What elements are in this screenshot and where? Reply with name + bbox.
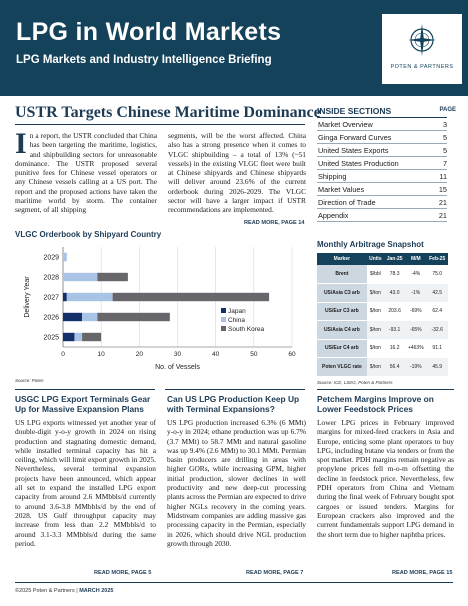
- legend-label: Japan: [228, 308, 246, 315]
- publisher-logo: [382, 14, 462, 84]
- x-tick-label: 60: [288, 351, 296, 358]
- inside-sections-title: INSIDE SECTIONS: [317, 106, 392, 116]
- inside-section-item[interactable]: [317, 118, 447, 131]
- inside-section-label: Market Overview: [318, 120, 373, 129]
- y-tick-label: 2029: [43, 254, 59, 262]
- inside-section-label: Ginga Forward Curves: [318, 133, 392, 142]
- footer-issue-date: MARCH 2025: [79, 588, 114, 594]
- arbitrage-cell-jan: 78.3: [384, 265, 405, 284]
- bar-china: [67, 293, 113, 301]
- x-tick-label: 50: [250, 351, 258, 358]
- publication-subtitle: LPG Markets and Industry Intelligence Briefing: [16, 54, 272, 66]
- legend-label: China: [228, 317, 245, 324]
- arbitrage-column-header: Jan-25: [384, 253, 405, 265]
- arbitrage-cell-jan: 16.2: [384, 339, 405, 358]
- y-tick-label: 2028: [43, 274, 59, 282]
- article-1-rule: [15, 389, 155, 390]
- x-tick-label: 0: [61, 351, 65, 358]
- bar-south-korea: [113, 293, 269, 301]
- chart-source: Source: Poten: [15, 378, 44, 383]
- inside-section-label: United States Exports: [318, 146, 389, 155]
- arbitrage-cell-mm: -19%: [405, 358, 426, 377]
- arbitrage-cell-units: $/ton: [367, 284, 384, 303]
- bar-japan: [63, 313, 82, 321]
- headline-rule: [15, 124, 305, 125]
- y-tick-label: 2026: [43, 314, 59, 322]
- inside-sections-page-header: PAGE: [439, 107, 456, 113]
- lead-text-2: segments, will be the worst affected. China also has a strong presence when it comes to VLGC shipbuilding – a total of 13% (~51 vessels) in the existing VLGC fleet were built at Chinese shipyards and Chinese shipyards will deliver around 23.6% of the current orderbook during 2026-2029. The VLGC sector will have a larger impact if USTR recommendations are implemented.: [168, 131, 306, 215]
- drop-cap: I: [15, 127, 27, 160]
- inside-section-label: Market Values: [318, 185, 365, 194]
- arbitrage-column-header: M/M: [405, 253, 426, 265]
- article-2-headline: Can US LPG Production Keep Up with Terminal Expansions?: [167, 394, 300, 414]
- inside-section-label: Direction of Trade: [318, 198, 376, 207]
- article-2-rule: [165, 389, 305, 390]
- arbitrage-cell-marker: Brent: [317, 265, 367, 284]
- legend-swatch: [221, 308, 226, 313]
- bar-china: [63, 273, 97, 281]
- legend-swatch: [221, 317, 226, 322]
- bar-japan: [63, 293, 67, 301]
- arbitrage-cell-marker: Poten VLGC rate: [317, 358, 367, 377]
- arbitrage-cell-marker: US/Eur C3 arb: [317, 302, 367, 321]
- arbitrage-row: [317, 321, 448, 340]
- legend-swatch: [221, 326, 226, 331]
- arbitrage-column-header: Units: [367, 253, 384, 265]
- inside-section-page: 21: [438, 198, 447, 207]
- arbitrage-table: [317, 253, 448, 377]
- arbitrage-cell-feb: 62.4: [426, 302, 448, 321]
- x-tick-label: 30: [173, 351, 182, 358]
- masthead: [0, 0, 468, 96]
- publication-title: LPG in World Markets: [16, 18, 282, 46]
- article-1-body: US LPG exports witnessed yet another year of double-digit y-o-y growth in 2024 on rising production and stagnating domestic demand, while installed terminal capacity has hit a ceiling, which will limit export growth in 2025. Nevertheless, several terminal expansion projects have been announced, which appear all set to expand the installed LPG export capacity from around 2.6 MMbbls/d currently to around 3.6-3.8 MMbbls/d by the end of 2028. US Gulf throughput capacity may increase from less than 2.2 MMbbls/d to around 3.1-3.3 MMbbls/d during the same period.: [15, 418, 156, 548]
- orderbook-chart-svg: [15, 243, 305, 375]
- footer-copyright: ©2025 Poten & Partners: [15, 588, 75, 594]
- bar-japan: [63, 333, 74, 341]
- inside-section-page: 15: [438, 185, 447, 194]
- article-3-headline: Petchem Margins Improve on Lower Feedstock Prices: [317, 394, 434, 414]
- bar-south-korea: [97, 313, 170, 321]
- arbitrage-cell-jan: -93.1: [384, 321, 405, 340]
- inside-section-label: Appendix: [318, 211, 349, 220]
- orderbook-chart: [15, 243, 305, 375]
- inside-section-item[interactable]: [317, 196, 447, 209]
- arbitrage-cell-mm: -4%: [405, 265, 426, 284]
- bar-south-korea: [97, 273, 128, 281]
- bar-china: [82, 313, 97, 321]
- x-tick-label: 10: [97, 351, 105, 358]
- arbitrage-cell-feb: 45.9: [426, 358, 448, 377]
- arbitrage-cell-marker: US/Asia C4 arb: [317, 321, 367, 340]
- arbitrage-cell-feb: -32.6: [426, 321, 448, 340]
- arbitrage-cell-mm: -65%: [405, 321, 426, 340]
- arbitrage-cell-units: $/ton: [367, 358, 384, 377]
- inside-section-label: United States Production: [318, 159, 399, 168]
- arbitrage-header-row: [317, 253, 448, 265]
- inside-section-item[interactable]: [317, 157, 447, 170]
- article-3-rule: [317, 389, 454, 390]
- arbitrage-cell-jan: 56.4: [384, 358, 405, 377]
- inside-section-page: 11: [439, 172, 447, 181]
- y-axis-label: Delivery Year: [24, 276, 31, 318]
- x-axis-label: No. of Vessels: [155, 364, 200, 371]
- arbitrage-row: [317, 358, 448, 377]
- inside-section-item[interactable]: [317, 144, 447, 157]
- x-tick-label: 40: [212, 351, 220, 358]
- inside-section-page: 21: [438, 211, 447, 220]
- arbitrage-row: [317, 339, 448, 358]
- legend-label: South Korea: [228, 326, 265, 333]
- arbitrage-cell-marker: US/Asia C3 arb: [317, 284, 367, 303]
- arbitrage-cell-mm: -69%: [405, 302, 426, 321]
- arbitrage-cell-units: $/ton: [367, 302, 384, 321]
- arbitrage-cell-feb: 42.5: [426, 284, 448, 303]
- inside-sections-list: [317, 117, 447, 222]
- footer-rule: [15, 582, 453, 583]
- inside-section-label: Shipping: [318, 172, 347, 181]
- arbitrage-cell-units: $/ton: [367, 339, 384, 358]
- y-tick-label: 2027: [43, 294, 59, 302]
- inside-section-item[interactable]: [317, 183, 447, 196]
- article-2-read-more-link[interactable]: READ MORE, PAGE 7: [246, 570, 304, 576]
- chart-title: VLGC Orderbook by Shipyard Country: [15, 230, 162, 239]
- article-1-read-more-link[interactable]: READ MORE, PAGE 5: [94, 570, 152, 576]
- arbitrage-title: Monthly Arbitrage Snapshot: [317, 240, 424, 249]
- arbitrage-row: [317, 265, 448, 284]
- arbitrage-row: [317, 302, 448, 321]
- bar-china: [63, 253, 67, 261]
- footer-separator: |: [76, 588, 78, 594]
- y-tick-label: 2025: [43, 334, 59, 342]
- x-tick-label: 20: [135, 351, 143, 358]
- article-3-read-more-link[interactable]: READ MORE, PAGE 15: [392, 570, 453, 576]
- article-2-body: US LPG production increased 6.3% (6 MMt) y-o-y in 2024; ethane production was up 6.7% (3.7 MMt) to 58.7 MMt and natural gasoline was up 9.4% (2.6 MMt) to 30.1 MMt. Permian basin producers are drilling in areas with higher GORs, while increasing GPM, higher initial production, slower declines in well productivity and new deep-cut processing plants across the Permian are expected to drive higher NGLs recovery in the coming years. Midstream companies are adding massive gas processing capacity in the Permian, especially in 2026, which should drive NGL production growth through 2030.: [167, 418, 306, 548]
- arbitrage-source: Source: ICE, LSEG, Poten & Partners: [317, 380, 393, 385]
- arbitrage-cell-feb: 91.1: [426, 339, 448, 358]
- arbitrage-cell-marker: US/Eur C4 arb: [317, 339, 367, 358]
- lead-column-2: [168, 131, 306, 215]
- arbitrage-cell-units: $/bbl: [367, 265, 384, 284]
- article-1-headline: USGC LPG Export Terminals Gear Up for Massive Expansion Plans: [15, 394, 151, 414]
- arbitrage-column-header: Marker: [317, 253, 367, 265]
- bar-south-korea: [82, 333, 101, 341]
- arbitrage-column-header: Feb-25: [426, 253, 448, 265]
- arbitrage-cell-units: $/ton: [367, 321, 384, 340]
- inside-section-page: 5: [442, 133, 447, 142]
- arbitrage-row: [317, 284, 448, 303]
- inside-section-item[interactable]: [317, 209, 447, 222]
- inside-section-page: 5: [442, 146, 447, 155]
- arbitrage-cell-mm: +463%: [405, 339, 426, 358]
- lead-column-1: [15, 127, 157, 215]
- article-3-body: Lower LPG prices in February improved margins for mixed-feed crackers in Asia and Europe, enticing some plant operators to buy LPG, including butane via tenders or from the spot market. PDH margins remain negative as propylene prices fell m-o-m offsetting the decline in feedstock price. Nevertheless, few PDH operators from China and Vietnam during the final week of February bought spot cargoes or issued tenders. Margins for European crackers also improved and the current fundamentals support LPG demand in the short term due to higher naphtha prices.: [317, 418, 454, 539]
- publisher-name: POTEN & PARTNERS: [390, 64, 454, 70]
- arbitrage-cell-mm: -1%: [405, 284, 426, 303]
- inside-section-item[interactable]: [317, 170, 447, 183]
- inside-section-page: 7: [442, 159, 447, 168]
- arbitrage-cell-jan: 203.6: [384, 302, 405, 321]
- inside-section-page: 3: [442, 120, 447, 129]
- arbitrage-cell-feb: 75.0: [426, 265, 448, 284]
- lead-text-1: n a report, the USTR concluded that China has been targeting the maritime, logistics, and shipbuilding sectors for unreasonable dominance. The USTR proposed several punitive fees for Chinese vessel operators or any Chinese vessels calling at a US port. The report and the proposed actions have taken the maritime world by storm. The container segment, of all shipping: [15, 131, 157, 215]
- inside-section-item[interactable]: [317, 131, 447, 144]
- bar-china: [74, 333, 82, 341]
- lead-read-more-link[interactable]: READ MORE, PAGE 14: [244, 220, 305, 226]
- compass-logo-icon: [408, 22, 436, 60]
- lead-headline: USTR Targets Chinese Maritime Dominance: [15, 104, 321, 121]
- footer: [15, 588, 113, 594]
- arbitrage-cell-jan: 43.0: [384, 284, 405, 303]
